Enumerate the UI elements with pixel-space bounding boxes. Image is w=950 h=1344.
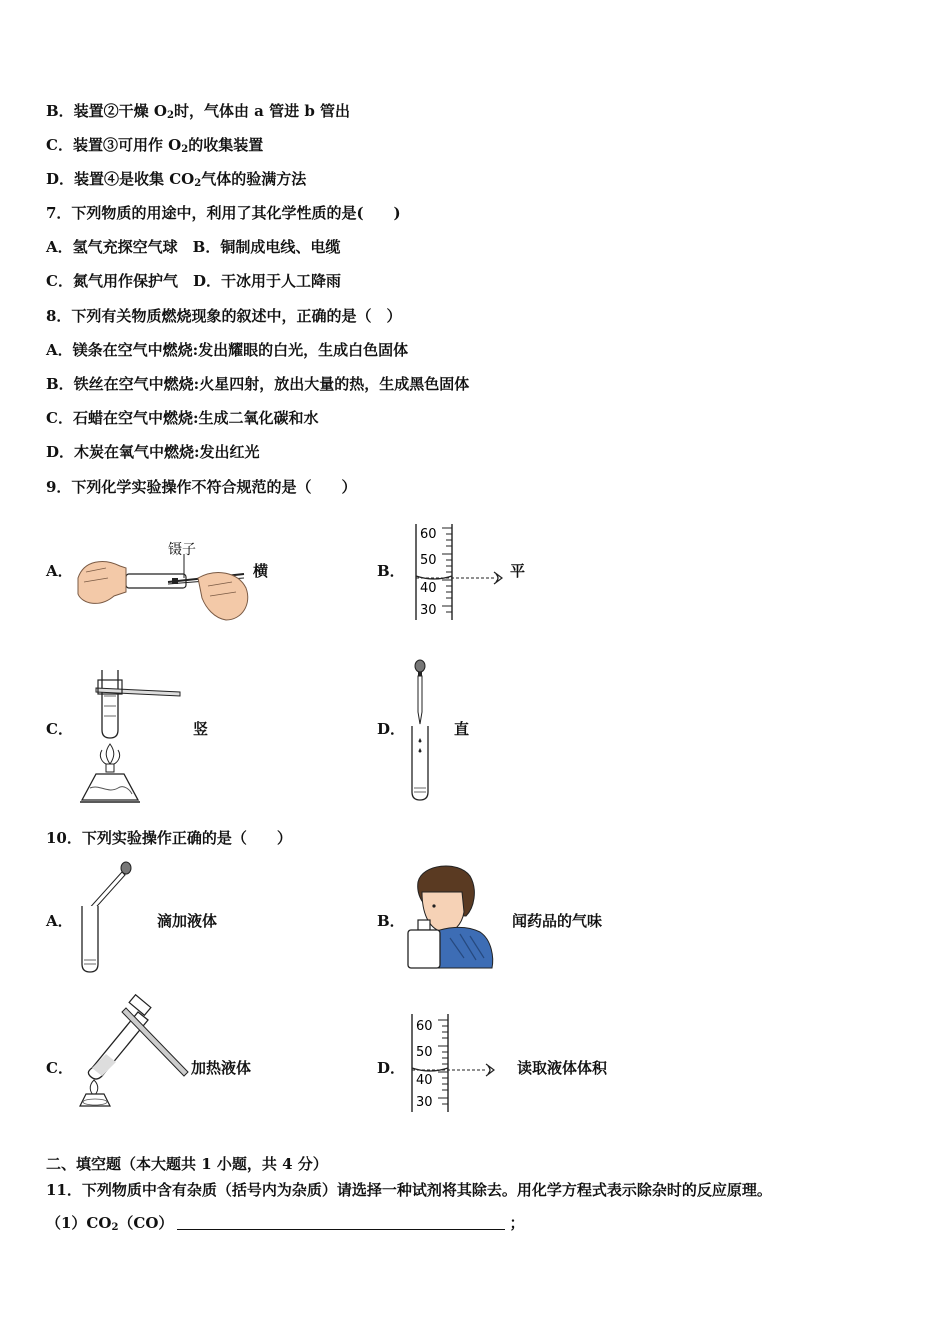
subscript: 2: [194, 178, 202, 189]
tick-label: 50: [420, 553, 437, 568]
q8-stem: 8．下列有关物质燃烧现象的叙述中，正确的是（ ）: [46, 307, 402, 325]
q10-option-a-caption: 滴加液体: [157, 912, 218, 930]
text: 时，气体由 a 管进 b 管出: [173, 102, 351, 120]
tick-label: 30: [420, 603, 437, 618]
q10-option-b-caption: 闻药品的气味: [512, 912, 603, 930]
tick-label: 60: [420, 527, 437, 542]
q8-option-a: A．镁条在空气中燃烧:发出耀眼的白光，生成白色固体: [46, 341, 409, 359]
text: C．装置③可用作 O: [46, 136, 182, 154]
q11-stem: 11．下列物质中含有杂质（括号内为杂质）请选择一种试剂将其除去。用化学方程式表示除杂时的反应原理。: [46, 1181, 772, 1199]
q7-options-row2: C．氮气用作保护气 D．干冰用于人工降雨: [46, 272, 341, 290]
q9-option-c-caption: 竖: [193, 720, 209, 738]
q10-option-c-letter: C．: [46, 1059, 73, 1077]
section-heading: 二、填空题（本大题共 1 小题，共 4 分）: [46, 1155, 328, 1173]
q8-option-b: B．铁丝在空气中燃烧:火星四射，放出大量的热，生成黑色固体: [46, 375, 470, 393]
q10-option-a-letter: A．: [46, 912, 73, 930]
subscript: 2: [166, 110, 174, 121]
reading-liquid-volume-figure: [406, 1012, 516, 1114]
answer-blank[interactable]: [177, 1214, 505, 1230]
tick-label: 40: [416, 1073, 433, 1088]
graduated-cylinder-figure: [410, 522, 520, 622]
tweezers-adding-solid-figure: [76, 538, 256, 626]
heating-liquid-figure: [76, 994, 194, 1110]
tick-label: 60: [416, 1019, 433, 1034]
q8-option-c: C．石蜡在空气中燃烧:生成二氧化碳和水: [46, 409, 319, 427]
q11-part-1: [46, 1213, 524, 1238]
q8-option-d: D．木炭在氧气中燃烧:发出红光: [46, 443, 260, 461]
q9-option-d-caption: 直: [454, 720, 470, 738]
q9-option-b-letter: B．: [377, 562, 405, 580]
heating-test-tube-figure: [78, 666, 188, 808]
subscript: 2: [181, 144, 189, 155]
q10-option-c-caption: 加热液体: [191, 1059, 252, 1077]
q9-stem: 9．下列化学实验操作不符合规范的是（ ）: [46, 478, 357, 496]
text: 气体的验满方法: [201, 170, 307, 188]
text: D．装置④是收集 CO: [46, 170, 195, 188]
subscript: 2: [111, 1222, 119, 1233]
dropper-adding-liquid-figure: [78, 860, 138, 976]
q7-stem: 7．下列物质的用途中，利用了其化学性质的是( ): [46, 204, 401, 222]
text: ；: [509, 1214, 525, 1232]
text: （CO）: [118, 1214, 174, 1232]
q10-option-d-caption: 读取液体体积: [517, 1059, 608, 1077]
q7-options-row1: A．氢气充探空气球 B．铜制成电线、电缆: [46, 238, 341, 256]
smelling-chemical-figure: [404, 862, 496, 972]
q6-option-c: [46, 135, 263, 160]
q9-option-b-caption: 平: [510, 562, 526, 580]
tick-label: 30: [416, 1095, 433, 1110]
text: B．装置②干燥 O: [46, 102, 167, 120]
q6-option-d: [46, 169, 306, 194]
dropper-into-tube-figure: [408, 656, 442, 804]
q10-option-d-letter: D．: [377, 1059, 406, 1077]
q9-option-d-letter: D．: [377, 720, 406, 738]
tweezers-label: 镊子: [168, 542, 196, 558]
tick-label: 40: [420, 581, 437, 596]
text: 的收集装置: [188, 136, 264, 154]
q9-option-c-letter: C．: [46, 720, 73, 738]
tick-label: 50: [416, 1045, 433, 1060]
q6-option-b: [46, 101, 350, 126]
text: （1）CO: [46, 1214, 112, 1232]
q10-stem: 10．下列实验操作正确的是（ ）: [46, 829, 292, 847]
q10-option-b-letter: B．: [377, 912, 405, 930]
q9-option-a-caption: 横: [253, 562, 269, 580]
q9-option-a-letter: A．: [46, 562, 73, 580]
